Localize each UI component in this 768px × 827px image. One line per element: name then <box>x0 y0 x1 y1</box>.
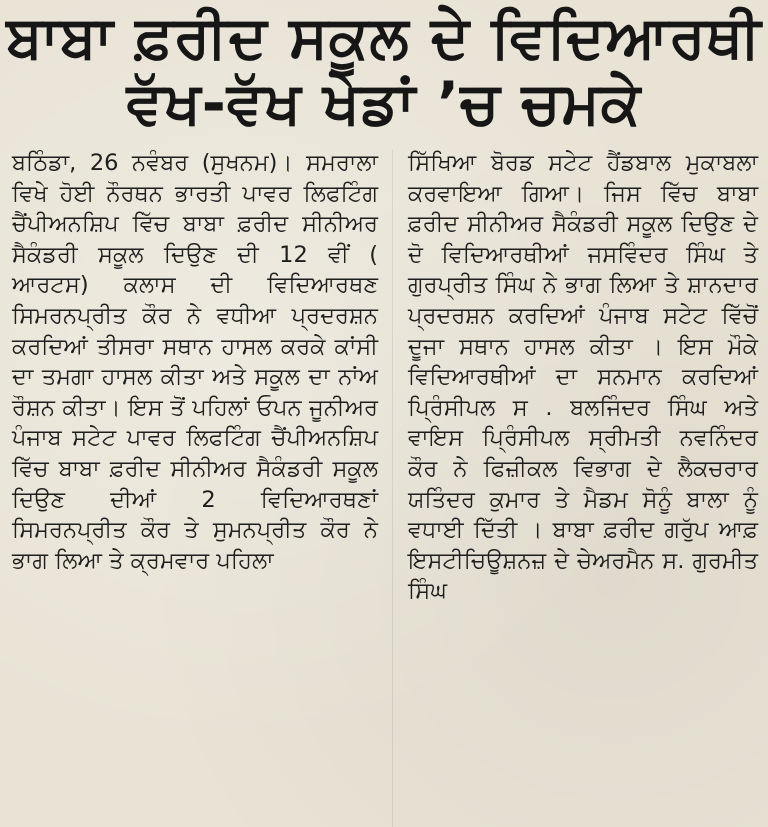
article-column-right <box>408 148 758 607</box>
article-column-left <box>12 148 378 576</box>
article-left-text: ਬਠਿੰਡਾ, 26 ਨਵੰਬਰ (ਸੁਖਨਮ)। ਸਮਰਾਲਾ ਵਿਖੇ ਹੋਈ ਨੌਰਥਨ ਭਾਰਤੀ ਪਾਵਰ ਲਿਫਟਿੰਗ ਚੈਂਪੀਅਨਸ਼ਿਪ ਵਿੱਚ ਬਾਬਾ ਫ਼ਰੀਦ ਸੀਨੀਅਰ ਸੈਕੰਡਰੀ ਸਕੂਲ ਦਿਉਣ ਦੀ 12 ਵੀਂ ( ਆਰਟਸ) ਕਲਾਸ ਦੀ ਵਿਦਿਆਰਥਣ ਸਿਮਰਨਪ੍ਰੀਤ ਕੌਰ ਨੇ ਵਧੀਆ ਪ੍ਰਦਰਸ਼ਨ ਕਰਦਿਆਂ ਤੀਸਰਾ ਸਥਾਨ ਹਾਸਲ ਕਰਕੇ ਕਾਂਸੀ ਦਾ ਤਮਗਾ ਹਾਸਲ ਕੀਤਾ ਅਤੇ ਸਕੂਲ ਦਾ ਨਾਂਅ ਰੌਸ਼ਨ ਕੀਤਾ। ਇਸ ਤੋਂ ਪਹਿਲਾਂ ਓਪਨ ਜੂਨੀਅਰ ਪੰਜਾਬ ਸਟੇਟ ਪਾਵਰ ਲਿਫਟਿੰਗ ਚੈਂਪੀਅਨਸ਼ਿਪ ਵਿੱਚ ਬਾਬਾ ਫ਼ਰੀਦ ਸੀਨੀਅਰ ਸੈਕੰਡਰੀ ਸਕੂਲ ਦਿਉਣ ਦੀਆਂ 2 ਵਿਦਿਆਰਥਣਾਂ ਸਿਮਰਨਪ੍ਰੀਤ ਕੌਰ ਤੇ ਸੁਮਨਪ੍ਰੀਤ ਕੌਰ ਨੇ ਭਾਗ ਲਿਆ ਤੇ ਕ੍ਰਮਵਾਰ ਪਹਿਲਾ <box>12 150 378 574</box>
column-divider <box>392 150 393 827</box>
headline-line-1: ਬਾਬਾ ਫ਼ਰੀਦ ਸਕੂਲ ਦੇ ਵਿਦਿਆਰਥੀ <box>6 3 762 71</box>
headline <box>0 4 768 136</box>
article-right-text: ਸਿੱਖਿਆ ਬੋਰਡ ਸਟੇਟ ਹੈਂਡਬਾਲ ਮੁਕਾਬਲਾ ਕਰਵਾਇਆ ਗਿਆ। ਜਿਸ ਵਿੱਚ ਬਾਬਾ ਫ਼ਰੀਦ ਸੀਨੀਅਰ ਸੈਕੰਡਰੀ ਸਕੂਲ ਦਿਉਣ ਦੇ ਦੋ ਵਿਦਿਆਰਥੀਆਂ ਜਸਵਿੰਦਰ ਸਿੰਘ ਤੇ ਗੁਰਪ੍ਰੀਤ ਸਿੰਘ ਨੇ ਭਾਗ ਲਿਆ ਤੇ ਸ਼ਾਨਦਾਰ ਪ੍ਰਦਰਸ਼ਨ ਕਰਦਿਆਂ ਪੰਜਾਬ ਸਟੇਟ ਵਿੱਚੋਂ ਦੂਜਾ ਸਥਾਨ ਹਾਸਲ ਕੀਤਾ । ਇਸ ਮੌਕੇ ਵਿਦਿਆਰਥੀਆਂ ਦਾ ਸਨਮਾਨ ਕਰਦਿਆਂ ਪ੍ਰਿੰਸੀਪਲ ਸ . ਬਲਜਿੰਦਰ ਸਿੰਘ ਅਤੇ ਵਾਇਸ ਪ੍ਰਿੰਸੀਪਲ ਸ੍ਰੀਮਤੀ ਨਵਨਿੰਦਰ ਕੌਰ ਨੇ ਫਿਜ਼ੀਕਲ ਵਿਭਾਗ ਦੇ ਲੈਕਚਰਾਰ ਯਤਿੰਦਰ ਕੁਮਾਰ ਤੇ ਮੈਡਮ ਸੋਨੂੰ ਬਾਲਾ ਨੂੰ ਵਧਾਈ ਦਿੱਤੀ । ਬਾਬਾ ਫ਼ਰੀਦ ਗਰੁੱਪ ਆਫ਼ ਇਸਟੀਚਿਊਸ਼ਨਜ਼ ਦੇ ਚੇਅਰਮੈਨ ਸ. ਗੁਰਮੀਤ ਸਿੰਘ <box>408 150 758 605</box>
headline-line-2: ਵੱਖ-ਵੱਖ ਖੇਡਾਂ ’ਚ ਚਮਕੇ <box>126 69 642 137</box>
